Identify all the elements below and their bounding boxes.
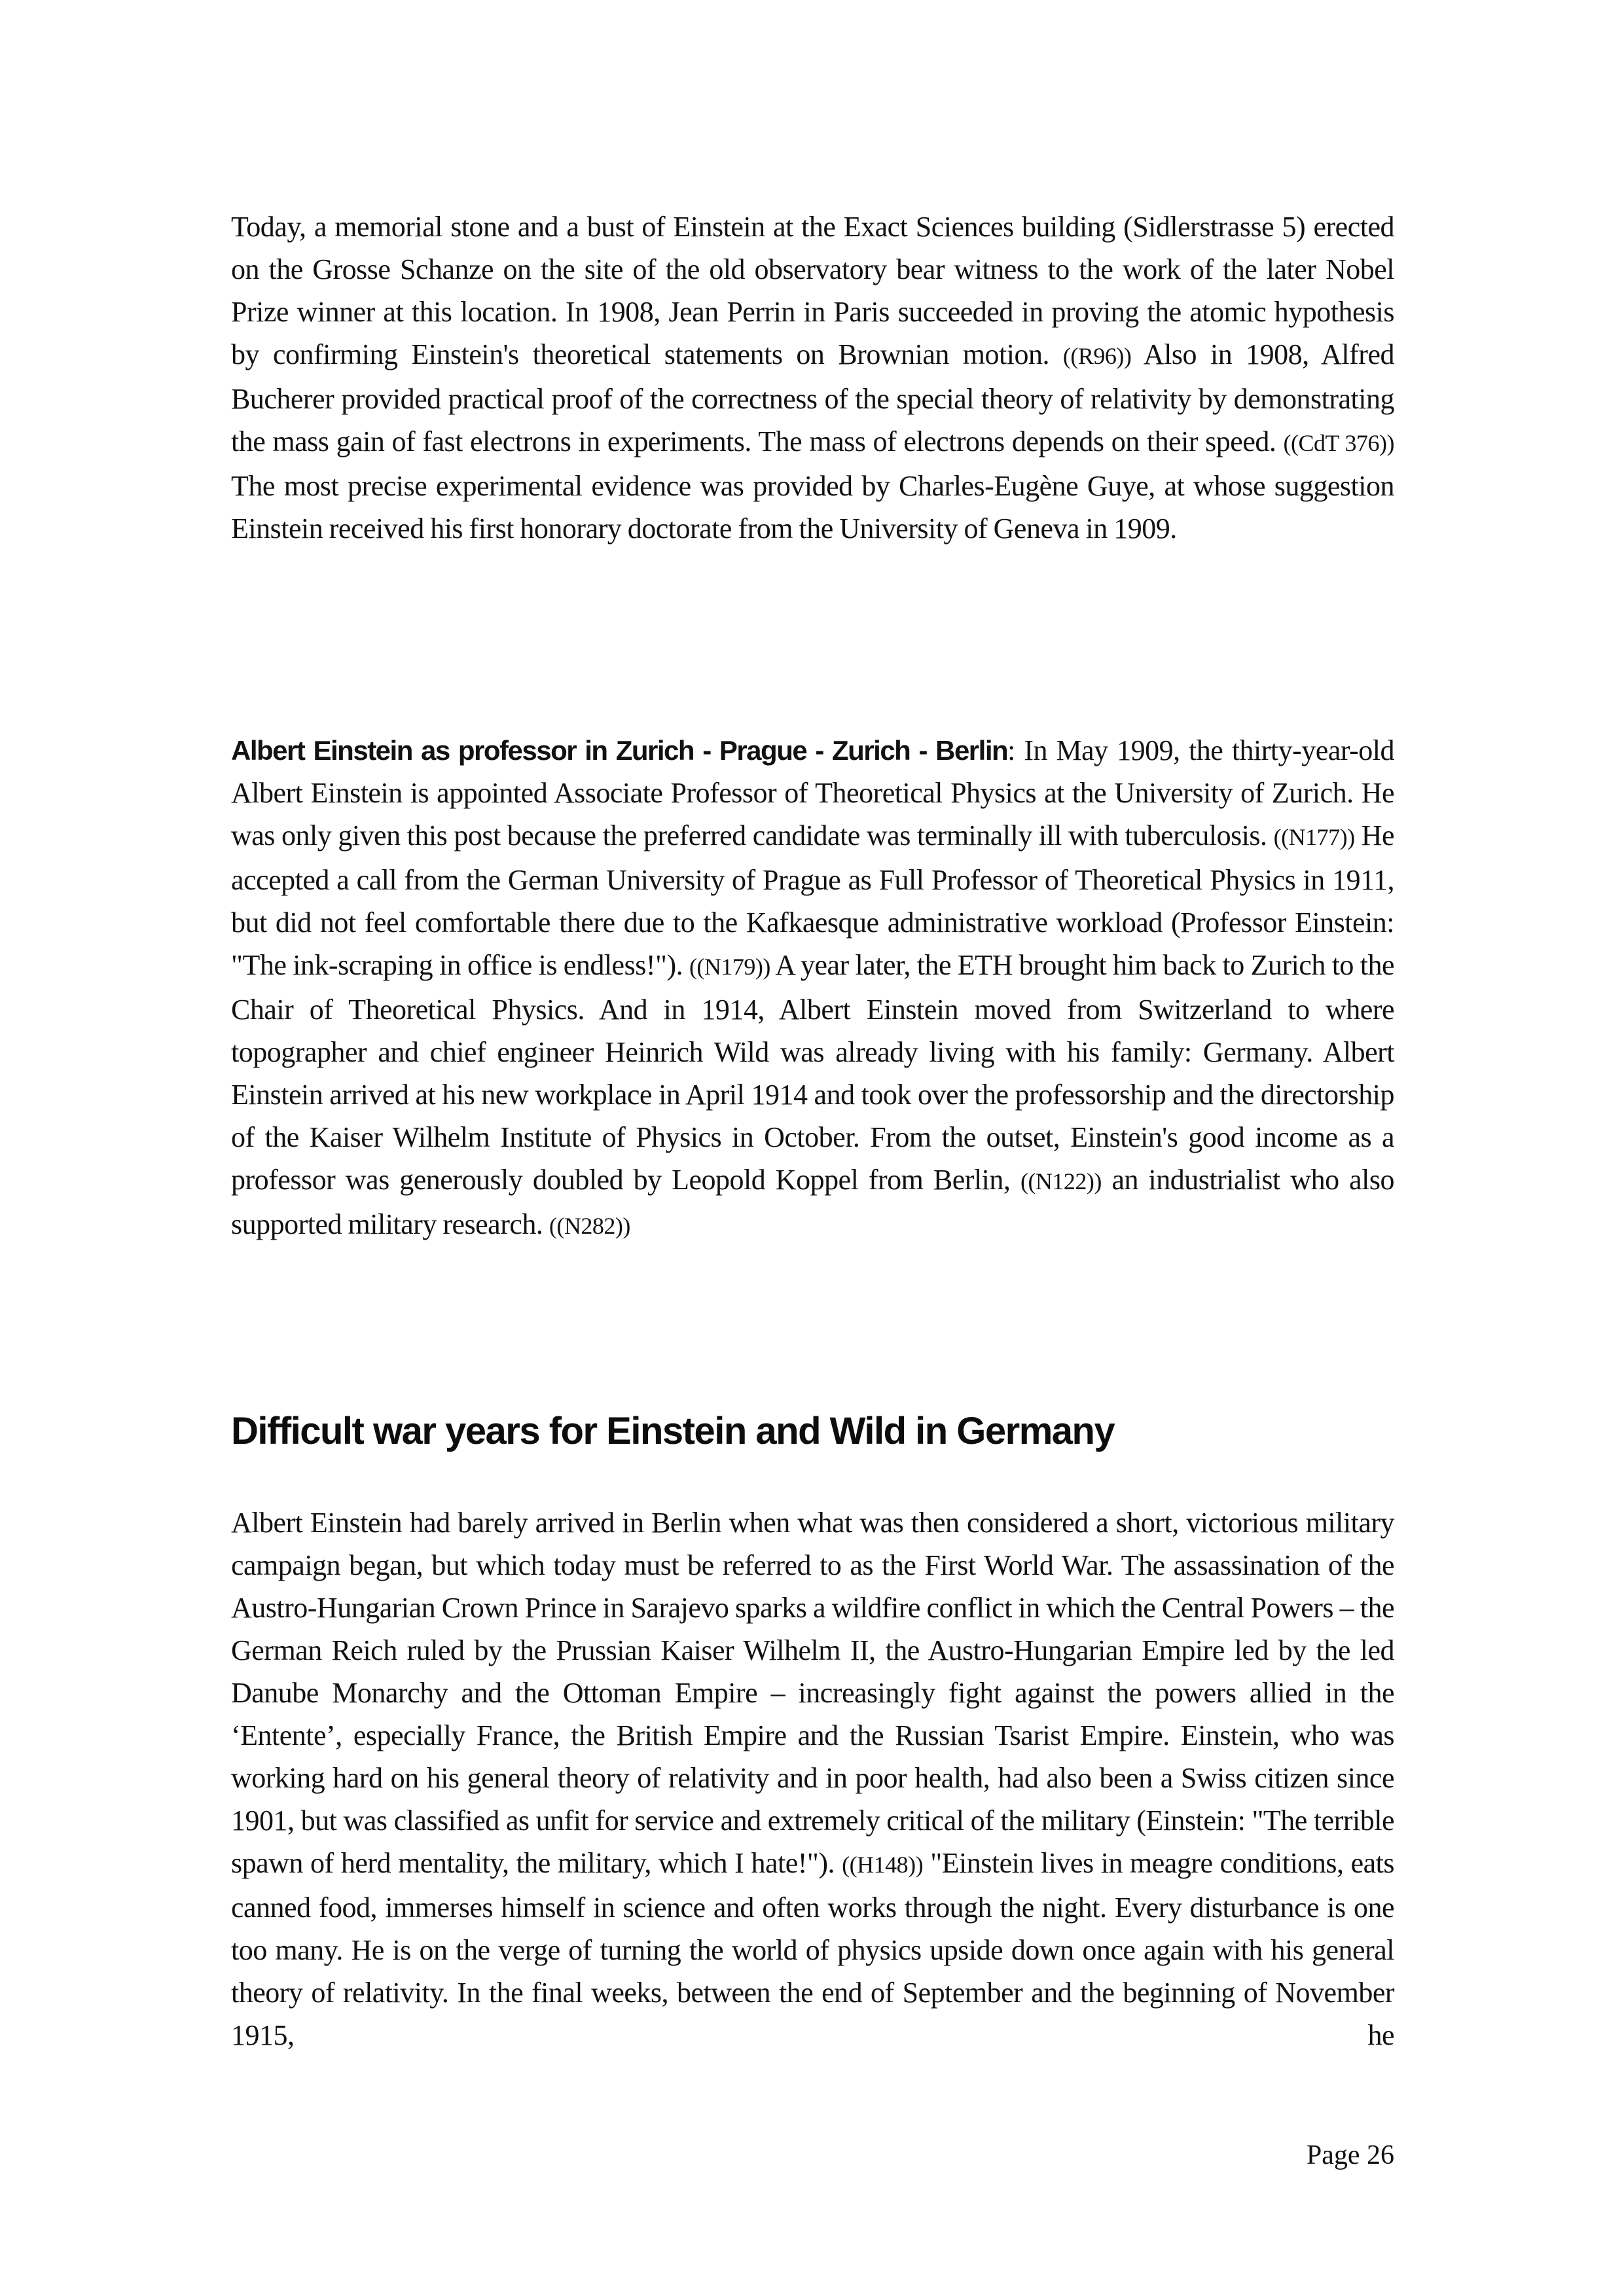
paragraph-einstein-evidence-1908 xyxy=(231,206,1394,550)
citation-ref: ((R96)) xyxy=(1062,343,1132,369)
citation-ref: ((N122)) xyxy=(1020,1168,1102,1194)
text-run: He accepted a call from the German University of Prague as Full Professor of Theoretical Physics in 1911, but did not feel comfortable there due to the Kafkaesque administrative workload (Professor Einstein: "The ink-scraping in office is endless!"). xyxy=(231,819,1395,981)
text-run: : In May 1909, the thirty-year-old Albert Einstein is appointed Associate Professor of Theoretical Physics at the University of Zurich. He was only given this post because the preferred candidate was terminally ill with tuberculosis. xyxy=(231,734,1395,852)
text-run: The most precise experimental evidence was provided by Charles-Eugène Guye, at whose suggestion Einstein received his first honorary doctorate from the University of Geneva in 1909. xyxy=(231,470,1394,545)
text-run: Albert Einstein had barely arrived in Berlin when what was then considered a short, victorious military campaign began, but which today must be referred to as the First World War. The assassination of the Austro-Hungarian Crown Prince in Sarajevo sparks a wildfire conflict in which the Central Powers – the German Reich ruled by the Prussian Kaiser Wilhelm II, the Austro-Hungarian Empire led by the led Danube Monarchy and the Ottoman Empire – increasingly fight against the powers allied in the ‘Entente’, especially France, the British Empire and the Russian Tsarist Empire. Einstein, who was working hard on his general theory of relativity and in poor health, had also been a Swiss citizen since 1901, but was classified as unfit for service and extremely critical of the military (Einstein: "The terrible spawn of herd mentality, the military, which I hate!"). xyxy=(231,1507,1394,1879)
section-heading: Difficult war years for Einstein and Wild in Germany xyxy=(231,1410,1115,1452)
paragraph-war-begins-berlin xyxy=(231,1501,1394,2056)
citation-ref: ((N282)) xyxy=(549,1213,630,1239)
citation-ref: ((N179)) xyxy=(689,954,770,980)
citation-ref: ((N177)) xyxy=(1273,824,1355,850)
citation-ref: ((H148)) xyxy=(842,1852,924,1878)
citation-ref: ((CdT 376)) xyxy=(1283,430,1394,456)
text-run: "Einstein lives in meagre conditions, eats canned food, immerses himself in science and often works through the night. Every disturbance is one too many. He is on the verge of turning the world of physics upside down once again with his general theory of relativity. In the final weeks, between the end of September and the beginning of November 1915, he xyxy=(231,1847,1394,2051)
text-run: Today, a memorial stone and a bust of Einstein at the Exact Sciences building (Sidlerstrasse 5) erected on the Grosse Schanze on the site of the old observatory bear witness to the work of the later Nobel Prize winner at this location. In 1908, Jean Perrin in Paris succeeded in proving the atomic hypothesis by confirming Einstein's theoretical statements on Brownian motion. xyxy=(231,211,1394,370)
text-run: A year later, the ETH brought him back to Zurich to the Chair of Theoretical Physics. And in 1914, Albert Einstein moved from Switzerland to where topographer and chief engineer Heinrich Wild was already living with his family: Germany. Albert Einstein arrived at his new workplace in April 1914 and took over the professorship and the directorship of the Kaiser Wilhelm Institute of Physics in October. From the outset, Einstein's good income as a professor was generously doubled by Leopold Koppel from Berlin, xyxy=(231,949,1395,1196)
text-run: an industrialist who also supported military research. xyxy=(231,1164,1394,1240)
text-run: Also in 1908, Alfred Bucherer provided practical proof of the correctness of the special theory of relativity by demonstrating the mass gain of fast electrons in experiments. The mass of electrons depends on their speed. xyxy=(231,338,1394,457)
paragraph-professor-zurich-prague-zurich-berlin xyxy=(231,729,1394,1247)
page-number: Page 26 xyxy=(1306,2140,1394,2170)
runin-heading: Albert Einstein as professor in Zurich - Prague - Zurich - Berlin xyxy=(231,735,1008,766)
